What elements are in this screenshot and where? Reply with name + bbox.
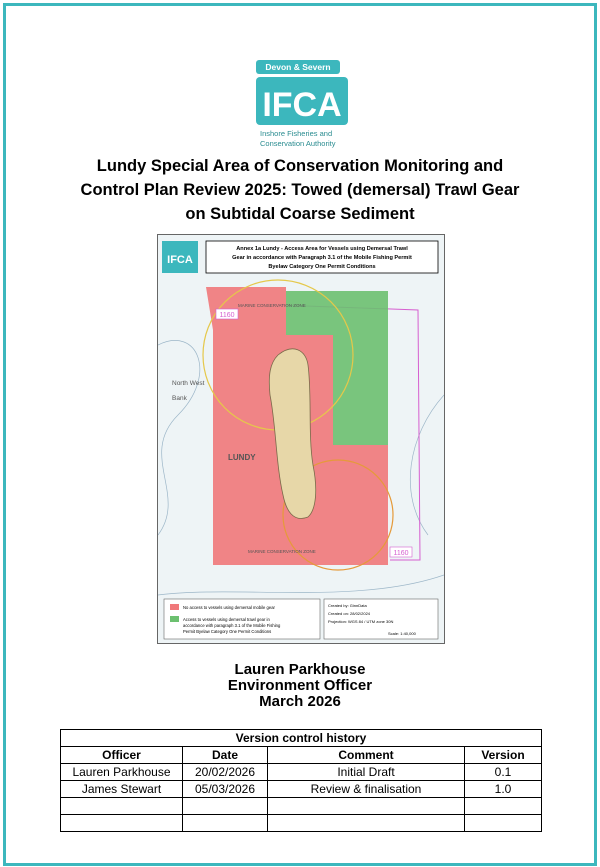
created-on: Created on: 28/02/2024	[328, 611, 371, 616]
title-line-1: Lundy Special Area of Conservation Monitoring and	[96, 157, 504, 175]
cell-officer: James Stewart	[61, 781, 183, 798]
author-role: Environment Officer	[227, 677, 373, 694]
cell-officer	[61, 798, 183, 815]
cell-date: 20/02/2026	[183, 764, 268, 781]
table-row	[61, 815, 542, 832]
legend-green-label-1: Access to vessels using demersal trawl gear in	[183, 617, 270, 622]
cell-comment: Initial Draft	[268, 764, 465, 781]
map-header-line-3: Byelaw Category One Permit Conditions	[268, 264, 376, 270]
cell-version: 1.0	[465, 781, 542, 798]
map-header-line-1: Annex 1a Lundy - Access Area for Vessels using Demersal Trawl	[236, 246, 408, 252]
legend-red-swatch	[170, 604, 179, 610]
author-block	[150, 662, 450, 710]
ifca-logo	[256, 60, 348, 152]
zone-label-bottom: MARINE CONSERVATION ZONE	[248, 549, 316, 554]
cell-version: 0.1	[465, 764, 542, 781]
logo-subtitle-1: Inshore Fisheries and	[260, 129, 333, 138]
cell-date	[183, 798, 268, 815]
cell-officer: Lauren Parkhouse	[61, 764, 183, 781]
north-west-label: North West	[172, 380, 205, 387]
bank-label: Bank	[172, 395, 187, 402]
document-title	[40, 154, 560, 226]
island-label: LUNDY	[228, 453, 256, 462]
cell-officer	[61, 815, 183, 832]
map-figure	[157, 234, 445, 644]
map-logo-text: IFCA	[167, 254, 193, 266]
title-line-2: Control Plan Review 2025: Towed (demersal) Trawl Gear	[80, 181, 520, 199]
header-officer: Officer	[61, 747, 183, 764]
map-svg	[158, 235, 444, 643]
scale: Scale: 1:40,000	[388, 631, 416, 636]
created-by: Created by: GinnData	[328, 603, 367, 608]
projection: Projection: WGS 84 / UTM zone 30N	[328, 619, 394, 624]
cell-comment: Review & finalisation	[268, 781, 465, 798]
version-control-table	[60, 729, 542, 832]
cell-comment	[268, 815, 465, 832]
logo-top-text: Devon & Severn	[265, 62, 331, 72]
legend-red-label: No access to vessels using demersal mobile gear	[183, 605, 275, 610]
legend-green-label-2: accordance with paragraph 3.1 of the Mobile Fishing	[183, 623, 281, 628]
table-header-row	[61, 747, 542, 764]
header-comment: Comment	[268, 747, 465, 764]
logo-subtitle-2: Conservation Authority	[260, 139, 336, 148]
box-label-bottom: 1160	[393, 550, 409, 557]
logo-mark: IFCA	[262, 86, 342, 124]
box-label-top: 1160	[219, 312, 235, 319]
cell-date	[183, 815, 268, 832]
cell-date: 05/03/2026	[183, 781, 268, 798]
table-row	[61, 764, 542, 781]
cell-version	[465, 815, 542, 832]
table-row	[61, 798, 542, 815]
map-header-line-2: Gear in accordance with Paragraph 3.1 of the Mobile Fishing Permit	[232, 255, 412, 261]
header-date: Date	[183, 747, 268, 764]
legend-green-swatch	[170, 616, 179, 622]
title-line-3: on Subtidal Coarse Sediment	[185, 205, 415, 223]
version-table-title: Version control history	[61, 730, 542, 747]
zone-label-top: MARINE CONSERVATION ZONE	[238, 303, 306, 308]
cell-version	[465, 798, 542, 815]
legend-green-label-3: Permit Byelaw Category One Permit Conditions	[183, 629, 272, 634]
author-date: March 2026	[259, 693, 341, 710]
header-version: Version	[465, 747, 542, 764]
table-row	[61, 781, 542, 798]
cell-comment	[268, 798, 465, 815]
author-name: Lauren Parkhouse	[234, 661, 366, 678]
